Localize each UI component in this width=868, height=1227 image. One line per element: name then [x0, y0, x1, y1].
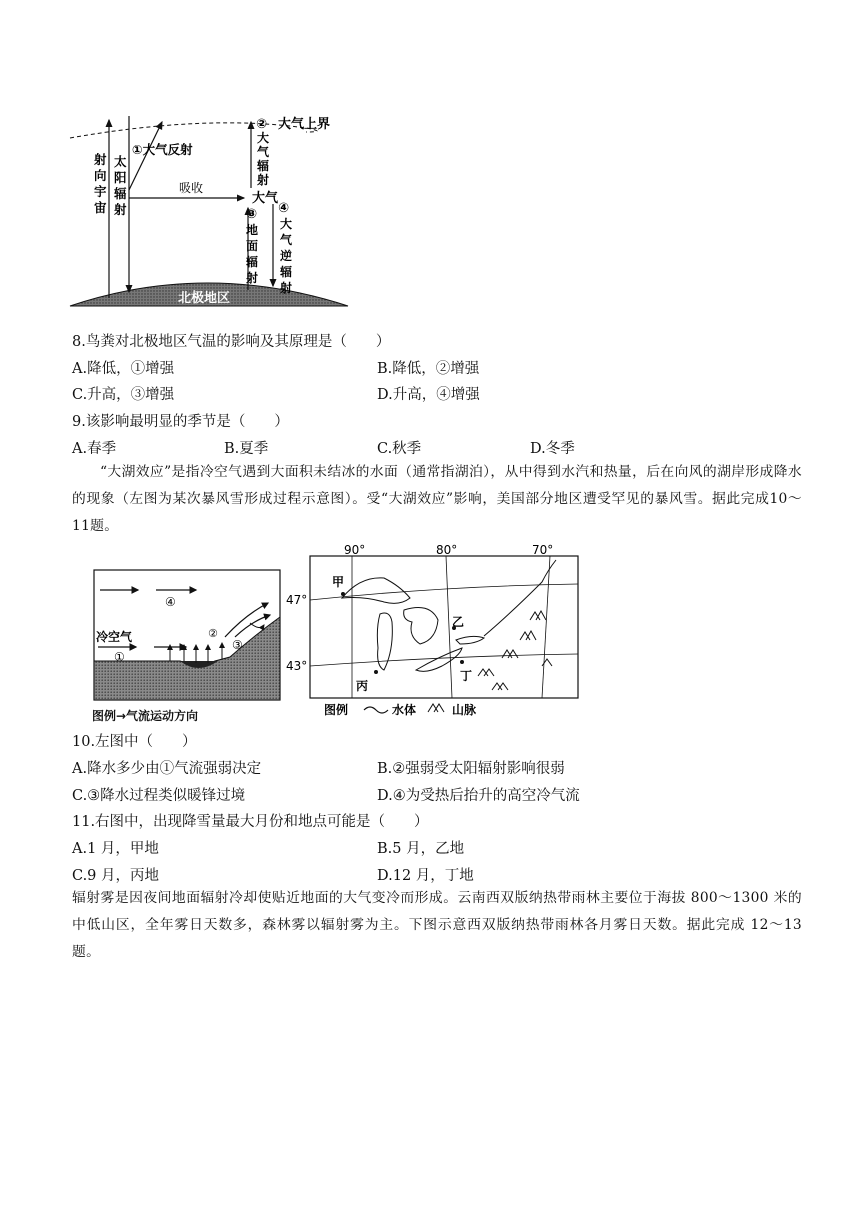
label-n3: ③ [232, 638, 243, 652]
passage-radiation-fog: 辐射雾是因夜间地面辐射冷却使贴近地面的大气变冷而形成。云南西双版纳热带雨林主要位于海拔 800～1300 米的中低山区，全年雾日天数多，森林雾以辐射雾为主。下图示意西双版纳热带雨林各月雾日天数。据此完成 12～13 题。 [72, 890, 802, 960]
water-legend-icon [364, 707, 388, 713]
q11-option-b[interactable]: B.5 月，乙地 [377, 841, 465, 857]
svg-text:气: 气 [280, 233, 293, 247]
place-jia: 甲 [332, 575, 345, 589]
q8-option-d[interactable]: D.升高，④增强 [377, 387, 480, 403]
map-legend-title: 图例 [324, 703, 349, 717]
svg-text:地: 地 [246, 223, 259, 237]
absorb-label: 吸收 [179, 181, 204, 195]
svg-text:面: 面 [246, 239, 259, 253]
label-n4: ④ [165, 595, 176, 609]
q10-option-b[interactable]: B.②强弱受太阳辐射影响很弱 [377, 761, 565, 777]
svg-text:大: 大 [257, 131, 270, 145]
label-n2: ② [208, 627, 218, 640]
svg-text:向: 向 [94, 168, 107, 183]
lat-43: 43° [286, 659, 308, 673]
region-label: 北极地区 [178, 291, 231, 306]
svg-text:大: 大 [280, 217, 293, 231]
lon-80: 80° [436, 543, 458, 557]
q9-option-c[interactable]: C.秋季 [377, 441, 422, 457]
lon-70: 70° [532, 543, 554, 557]
svg-text:宇: 宇 [94, 184, 107, 199]
atm-rad-number: ② [256, 117, 268, 132]
atm-top-label: 大气上界 [278, 117, 331, 132]
svg-text:宙: 宙 [94, 200, 107, 215]
svg-text:射: 射 [246, 271, 259, 285]
svg-text:辐: 辐 [257, 159, 270, 173]
solar-label [113, 154, 127, 217]
q8-option-a[interactable]: A.降低，①增强 [72, 361, 175, 377]
svg-text:射: 射 [257, 173, 270, 187]
reflect-label: ①大气反射 [132, 142, 193, 157]
q11-option-a[interactable]: A.1 月，甲地 [72, 841, 159, 857]
q10-option-d[interactable]: D.④为受热后抬升的高空冷气流 [377, 788, 580, 804]
place-ding: 丁 [460, 669, 473, 683]
ground-rad-label [245, 222, 258, 285]
svg-text:射: 射 [280, 281, 293, 295]
q8-stem: 8.鸟粪对北极地区气温的影响及其原理是（ ） [72, 334, 391, 350]
q10-stem: 10.左图中（ ） [72, 734, 197, 750]
q9-option-a[interactable]: A.春季 [72, 441, 117, 457]
counter-rad-label [279, 216, 293, 295]
svg-text:辐: 辐 [246, 255, 259, 269]
passage-lake-effect: “大湖效应”是指冷空气遇到大面积未结冰的水面（通常指湖泊），从中得到水汽和热量，后在向风的湖岸形成降水的现象（左图为某次暴风雪形成过程示意图）。受“大湖效应”影响，美国部分地区遭受罕见的暴风雪。据此完成10～11题。 [72, 464, 802, 534]
ground-rad-number: ③ [246, 207, 258, 222]
q10-option-c[interactable]: C.③降水过程类似暖锋过境 [72, 788, 246, 804]
q11-stem: 11.右图中，出现降雪量最大月份和地点可能是（ ） [72, 814, 429, 830]
label-n1: ① [114, 650, 125, 664]
great-lakes-map [280, 540, 590, 725]
svg-text:辐: 辐 [280, 265, 293, 279]
svg-text:辐: 辐 [114, 186, 127, 201]
space-char: 射 [94, 152, 107, 167]
svg-text:太: 太 [114, 154, 127, 169]
q11-option-c[interactable]: C.9 月，丙地 [72, 868, 160, 884]
atmosphere-label: 大气 [252, 191, 279, 206]
place-yi: 乙 [452, 615, 465, 629]
place-bing: 丙 [356, 679, 369, 693]
q9-option-b[interactable]: B.夏季 [224, 441, 269, 457]
lat-47: 47° [286, 593, 308, 607]
radiation-diagram [66, 110, 356, 310]
counter-rad-number: ④ [278, 201, 290, 216]
svg-text:气: 气 [257, 145, 270, 159]
svg-text:阳: 阳 [114, 170, 127, 185]
map-legend-mountain: 山脉 [452, 703, 477, 717]
lon-90: 90° [344, 543, 366, 557]
space-label [94, 152, 107, 215]
q11-option-d[interactable]: D.12 月，丁地 [377, 868, 474, 884]
svg-text:射: 射 [114, 202, 127, 217]
left-legend: 图例→气流运动方向 [92, 709, 199, 723]
lake-effect-diagram [80, 565, 300, 725]
q9-stem: 9.该影响最明显的季节是（ ） [72, 414, 289, 430]
map-legend-water: 水体 [392, 703, 417, 717]
mountain-legend-icon [428, 704, 444, 712]
q9-option-d[interactable]: D.冬季 [530, 441, 575, 457]
q8-option-c[interactable]: C.升高，③增强 [72, 387, 175, 403]
atm-rad-label [256, 130, 270, 187]
svg-text:逆: 逆 [280, 249, 293, 263]
q10-option-a[interactable]: A.降水多少由①气流强弱决定 [72, 761, 262, 777]
cold-air-label: 冷空气 [96, 630, 133, 644]
q8-option-b[interactable]: B.降低，②增强 [377, 361, 480, 377]
